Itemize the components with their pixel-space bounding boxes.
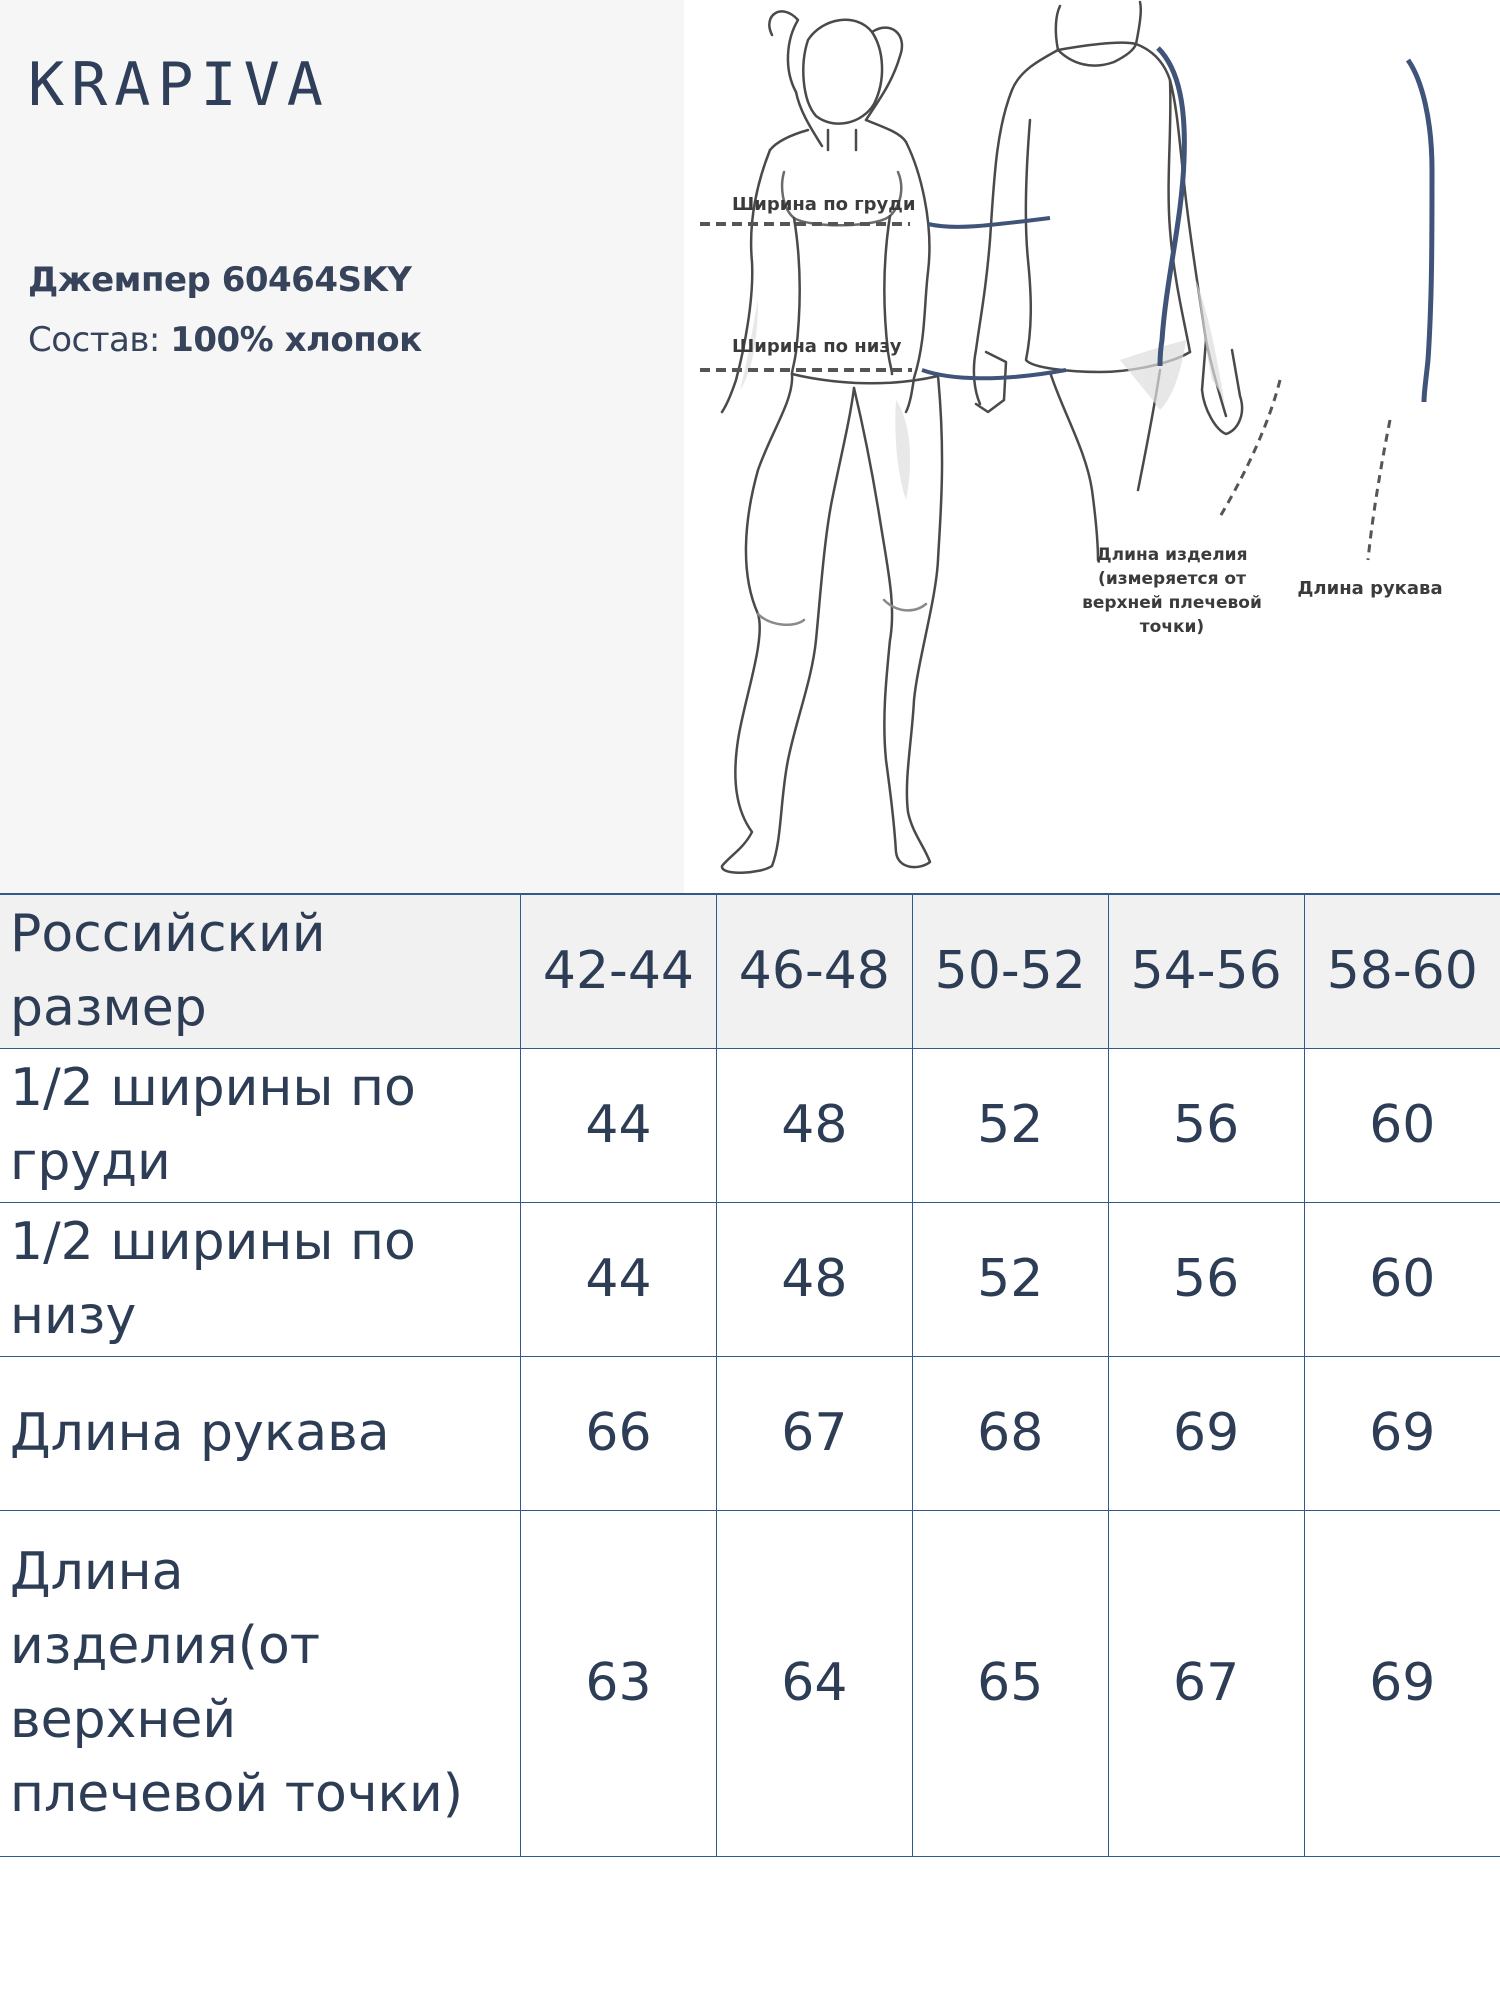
figure-shading	[740, 280, 1226, 500]
figure-drawing	[722, 2, 1242, 873]
row-label-line: 1/2 ширины по	[10, 1058, 416, 1118]
row-label-line: груди	[10, 1132, 171, 1192]
table-cell: 44	[521, 1048, 717, 1202]
table-cell: 67	[716, 1356, 912, 1510]
length-label-line-1: Длина изделия	[1096, 545, 1248, 565]
product-info-panel	[0, 0, 684, 893]
size-header-cell: 46-48	[716, 894, 912, 1048]
size-header-label-line-2: размер	[10, 978, 207, 1039]
table-row-chest-width	[0, 1048, 1500, 1202]
composition	[28, 320, 422, 360]
row-label-line: Длина	[10, 1542, 184, 1602]
measurement-illustration	[700, 0, 1500, 893]
size-table-header-row	[0, 894, 1500, 1048]
brand-logo: KRAPIVA	[28, 50, 330, 120]
table-row-sleeve-length	[0, 1356, 1500, 1510]
table-cell: 64	[716, 1510, 912, 1856]
size-header-label-line-1: Российский	[10, 904, 326, 965]
row-label-line: низу	[10, 1286, 137, 1346]
table-cell: 60	[1304, 1202, 1500, 1356]
size-table	[0, 893, 1500, 1857]
table-cell: 66	[521, 1356, 717, 1510]
table-cell: 69	[1304, 1510, 1500, 1856]
row-label	[0, 1356, 521, 1510]
table-cell: 63	[521, 1510, 717, 1856]
row-label-line: Длина рукава	[10, 1403, 390, 1463]
sleeve-length-label: Длина рукава	[1297, 578, 1443, 599]
composition-label: Состав:	[28, 320, 160, 360]
table-cell: 44	[521, 1202, 717, 1356]
table-cell: 52	[912, 1048, 1108, 1202]
table-cell: 69	[1108, 1356, 1304, 1510]
table-cell: 69	[1304, 1356, 1500, 1510]
measure-labels	[732, 194, 1443, 637]
size-header-label	[0, 894, 521, 1048]
length-label-line-2: (измеряется от	[1098, 569, 1246, 589]
table-cell: 48	[716, 1202, 912, 1356]
table-cell: 68	[912, 1356, 1108, 1510]
size-header-cell: 50-52	[912, 894, 1108, 1048]
size-header-cell: 58-60	[1304, 894, 1500, 1048]
chest-width-label: Ширина по груди	[732, 194, 916, 215]
table-cell: 48	[716, 1048, 912, 1202]
bottom-width-label: Ширина по низу	[732, 336, 902, 357]
table-cell: 60	[1304, 1048, 1500, 1202]
row-label-line: верхней	[10, 1690, 237, 1750]
size-header-cell: 54-56	[1108, 894, 1304, 1048]
size-header-cell: 42-44	[521, 894, 717, 1048]
row-label	[0, 1510, 521, 1856]
table-row-garment-length	[0, 1510, 1500, 1856]
table-cell: 52	[912, 1202, 1108, 1356]
row-label	[0, 1048, 521, 1202]
table-cell: 56	[1108, 1048, 1304, 1202]
length-label-line-4: точки)	[1139, 617, 1205, 637]
length-label-line-3: верхней плечевой	[1082, 593, 1262, 613]
table-row-bottom-width	[0, 1202, 1500, 1356]
row-label-line: плечевой точки)	[10, 1764, 464, 1824]
table-cell: 67	[1108, 1510, 1304, 1856]
row-label-line: 1/2 ширины по	[10, 1212, 416, 1272]
table-cell: 56	[1108, 1202, 1304, 1356]
row-label-line: изделия(от	[10, 1616, 321, 1676]
composition-value: 100% хлопок	[170, 320, 422, 360]
product-name: Джемпер 60464SKY	[28, 260, 412, 300]
row-label	[0, 1202, 521, 1356]
table-cell: 65	[912, 1510, 1108, 1856]
